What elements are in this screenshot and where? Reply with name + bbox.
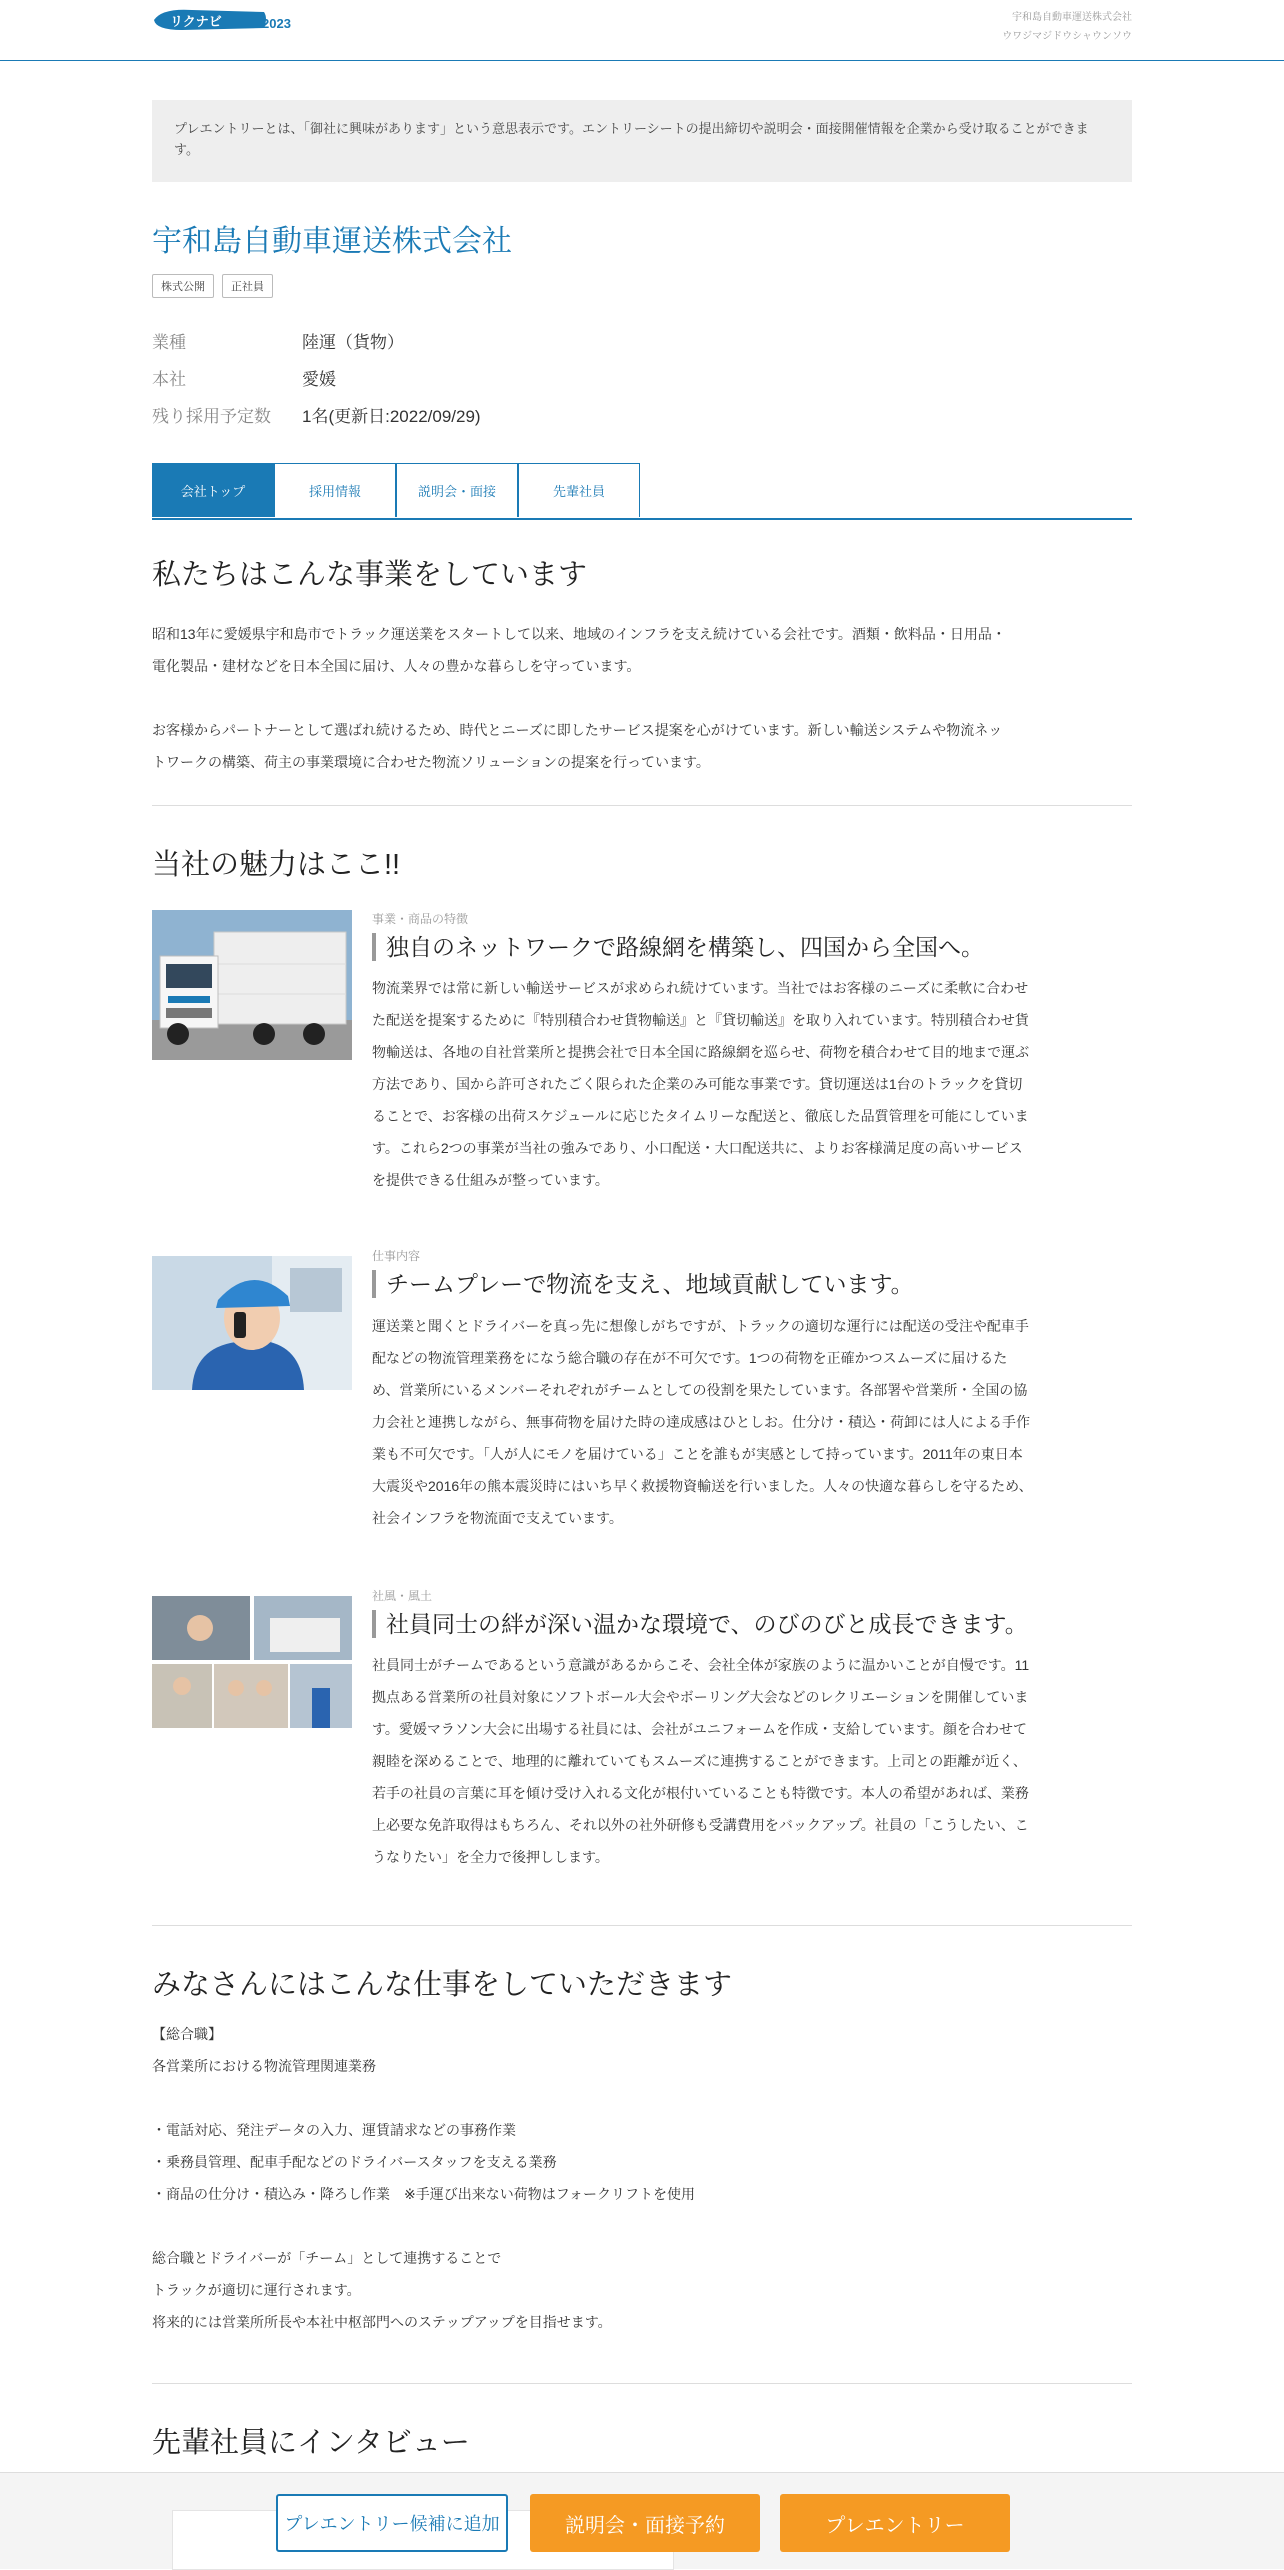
info-label: 業種 xyxy=(152,333,186,352)
business-title: 私たちはこんな事業をしています xyxy=(152,559,588,591)
text-line: 社員同士がチームであるという意識があるからこそ、会社全体が家族のように温かいことが自慢です。11 xyxy=(372,1657,1030,1673)
feature-body xyxy=(372,1310,1132,1534)
text-line: た配送を提案するために『特別積合わせ貨物輸送』と『貸切輸送』を取り入れています。特別積合わせ貨 xyxy=(372,1012,1029,1028)
workplace-collage-photo xyxy=(152,1596,352,1728)
text-line xyxy=(152,2082,1132,2114)
text-line: 運送業と聞くとドライバーを真っ先に想像しがちですが、トラックの適切な運行には配送の受注や配車手 xyxy=(372,1318,1029,1334)
header-company xyxy=(1002,8,1132,46)
text-line: す。これら2つの事業が当社の強みであり、小口配送・大口配送共に、よりお客様満足度の高いサービス xyxy=(372,1140,1023,1156)
pre-entry-button[interactable]: プレエントリー xyxy=(780,2494,1010,2552)
site-header xyxy=(0,0,1284,61)
divider xyxy=(152,805,1132,806)
business-paragraph-1 xyxy=(152,618,1132,682)
text-line: め、営業所にいるメンバーそれぞれがチームとしての役割を果たしています。各部署や営業所・全国の協 xyxy=(372,1382,1028,1398)
text-line: うなりたい」を全力で後押しします。 xyxy=(372,1849,609,1865)
tab-recruitment-info[interactable]: 採用情報 xyxy=(274,463,396,517)
feature-category: 社風・風土 xyxy=(372,1589,433,1603)
truck-photo xyxy=(152,910,352,1060)
company-info xyxy=(152,322,481,433)
text-line: ることで、お客様の出荷スケジュールに応じたタイムリーな配送と、徹底した品質管理を可能にしていま xyxy=(372,1108,1029,1124)
tab-seminar-interview[interactable]: 説明会・面接 xyxy=(396,463,518,517)
svg-text:2023: 2023 xyxy=(262,16,291,31)
info-label: 残り採用予定数 xyxy=(152,407,271,426)
text-line: ・乗務員管理、配車手配などのドライバースタッフを支える業務 xyxy=(152,2154,557,2170)
info-row-industry xyxy=(152,322,481,359)
tab-senior-staff[interactable]: 先輩社員 xyxy=(518,463,640,517)
text-line: トワークの構築、荷主の事業環境に合わせた物流ソリューションの提案を行っています。 xyxy=(152,754,710,770)
text-line: 電化製品・建材などを日本全国に届け、人々の豊かな暮らしを守っています。 xyxy=(152,658,641,674)
info-value: 愛媛 xyxy=(302,370,336,389)
text-line: 各営業所における物流管理関連業務 xyxy=(152,2058,376,2074)
jobs-title: みなさんにはこんな仕事をしていただきます xyxy=(152,1969,733,2001)
header-company-kana: ウワジマジドウシャウンソウ xyxy=(1002,31,1132,42)
text-line: 【総合職】 xyxy=(152,2026,222,2042)
feature-title: 社員同士の絆が深い温かな環境で、のびのびと成長できます。 xyxy=(372,1610,1146,1638)
feature-body xyxy=(372,972,1132,1196)
text-line: 物輸送は、各地の自社営業所と提携会社で日本全国に路線網を巡らせ、荷物を積合わせて目的地まで運ぶ xyxy=(372,1044,1030,1060)
text-line: 上必要な免許取得はもちろん、それ以外の社外研修も受講費用をバックアップ。社員の「こうしたい、こ xyxy=(372,1817,1029,1833)
rikunabi-logo[interactable] xyxy=(152,6,302,34)
text-line: 親睦を深めることで、地理的に離れていてもスムーズに連携することができます。上司との距離が近く、 xyxy=(372,1753,1027,1769)
text-line: 総合職とドライバーが「チーム」として連携することで xyxy=(152,2250,502,2266)
feature-title: チームプレーで物流を支え、地域貢献しています。 xyxy=(372,1270,1146,1298)
text-line: す。愛媛マラソン大会に出場する社員には、会社がユニフォームを作成・支給しています。顔を合わせて xyxy=(372,1721,1028,1737)
feature-category: 事業・商品の特徴 xyxy=(372,912,469,926)
info-label: 本社 xyxy=(152,370,186,389)
text-line: 若手の社員の言葉に耳を傾け受け入れる文化が根付いていることも特徴です。本人の希望があれば、業務 xyxy=(372,1785,1029,1801)
text-line: を提供できる仕組みが整っています。 xyxy=(372,1172,609,1188)
add-pre-entry-candidate-button[interactable]: プレエントリー候補に追加 xyxy=(276,2494,508,2552)
header-company-name: 宇和島自動車運送株式会社 xyxy=(1012,12,1132,23)
info-value: 1名(更新日:2022/09/29) xyxy=(302,407,481,426)
text-line: 社会インフラを物流面で支えています。 xyxy=(372,1510,623,1526)
feature-category: 仕事内容 xyxy=(372,1249,421,1263)
staff-phone-photo xyxy=(152,1256,352,1390)
text-line: 方法であり、国から許可されたごく限られた企業のみ可能な事業です。貸切運送は1台のトラックを貸切 xyxy=(372,1076,1023,1092)
divider xyxy=(152,2383,1132,2384)
jobs-description xyxy=(152,2018,1132,2338)
tag-fulltime: 正社員 xyxy=(222,274,273,298)
text-line: 業も不可欠です。「人が人にモノを届けている」ことを誰もが実感として持っています。2011年の東日本 xyxy=(372,1446,1023,1462)
text-line: ・商品の仕分け・積込み・降ろし作業 ※手運び出来ない荷物はフォークリフトを使用 xyxy=(152,2186,696,2202)
info-value: 陸運（貨物） xyxy=(302,333,404,352)
interview-title: 先輩社員にインタビュー xyxy=(152,2427,470,2459)
seminar-reservation-button[interactable]: 説明会・面接予約 xyxy=(530,2494,760,2552)
info-row-headquarters xyxy=(152,359,481,396)
text-line xyxy=(152,2210,1132,2242)
svg-text:リクナビ: リクナビ xyxy=(170,14,222,29)
feature-body xyxy=(372,1649,1132,1873)
company-name: 宇和島自動車運送株式会社 xyxy=(152,225,512,258)
text-line: お客様からパートナーとして選ばれ続けるため、時代とニーズに即したサービス提案を心がけています。新しい輸送システムや物流ネッ xyxy=(152,722,1003,738)
feature-title: 独自のネットワークで路線網を構築し、四国から全国へ。 xyxy=(372,933,1146,961)
text-line: 力会社と連携しながら、無事荷物を届けた時の達成感はひとしお。仕分け・積込・荷卸には人による手作 xyxy=(372,1414,1030,1430)
text-line: 将来的には営業所所長や本社中枢部門へのステップアップを目指せます。 xyxy=(152,2314,612,2330)
text-line: 配などの物流管理業務をになう総合職の存在が不可欠です。1つの荷物を正確かつスムーズに届けるた xyxy=(372,1350,1008,1366)
tag-listed: 株式公開 xyxy=(152,274,214,298)
pre-entry-notice: プレエントリーとは、「御社に興味があります」という意思表示です。エントリーシートの提出締切や説明会・面接開催情報を企業から受け取ることができます。 xyxy=(152,100,1132,182)
text-line: 拠点ある営業所の社員対象にソフトボール大会やボーリング大会などのレクリエーションを開催していま xyxy=(372,1689,1029,1705)
company-tabs xyxy=(152,463,1132,520)
tab-company-top[interactable]: 会社トップ xyxy=(152,463,274,517)
divider xyxy=(152,1925,1132,1926)
business-paragraph-2 xyxy=(152,714,1132,778)
text-line: 昭和13年に愛媛県宇和島市でトラック運送業をスタートして以来、地域のインフラを支え続けている会社です。酒類・飲料品・日用品・ xyxy=(152,626,1006,642)
text-line: ・電話対応、発注データの入力、運賃請求などの事務作業 xyxy=(152,2122,516,2138)
company-tags xyxy=(152,274,273,298)
info-row-openings xyxy=(152,396,481,433)
appeal-title: 当社の魅力はここ!! xyxy=(152,849,401,881)
text-line: 大震災や2016年の熊本震災時にはいち早く救援物資輸送を行いました。人々の快適な暮らしを守るため、 xyxy=(372,1478,1033,1494)
text-line: トラックが適切に運行されます。 xyxy=(152,2282,361,2298)
text-line: 物流業界では常に新しい輸送サービスが求められ続けています。当社ではお客様のニーズに柔軟に合わせ xyxy=(372,980,1029,996)
